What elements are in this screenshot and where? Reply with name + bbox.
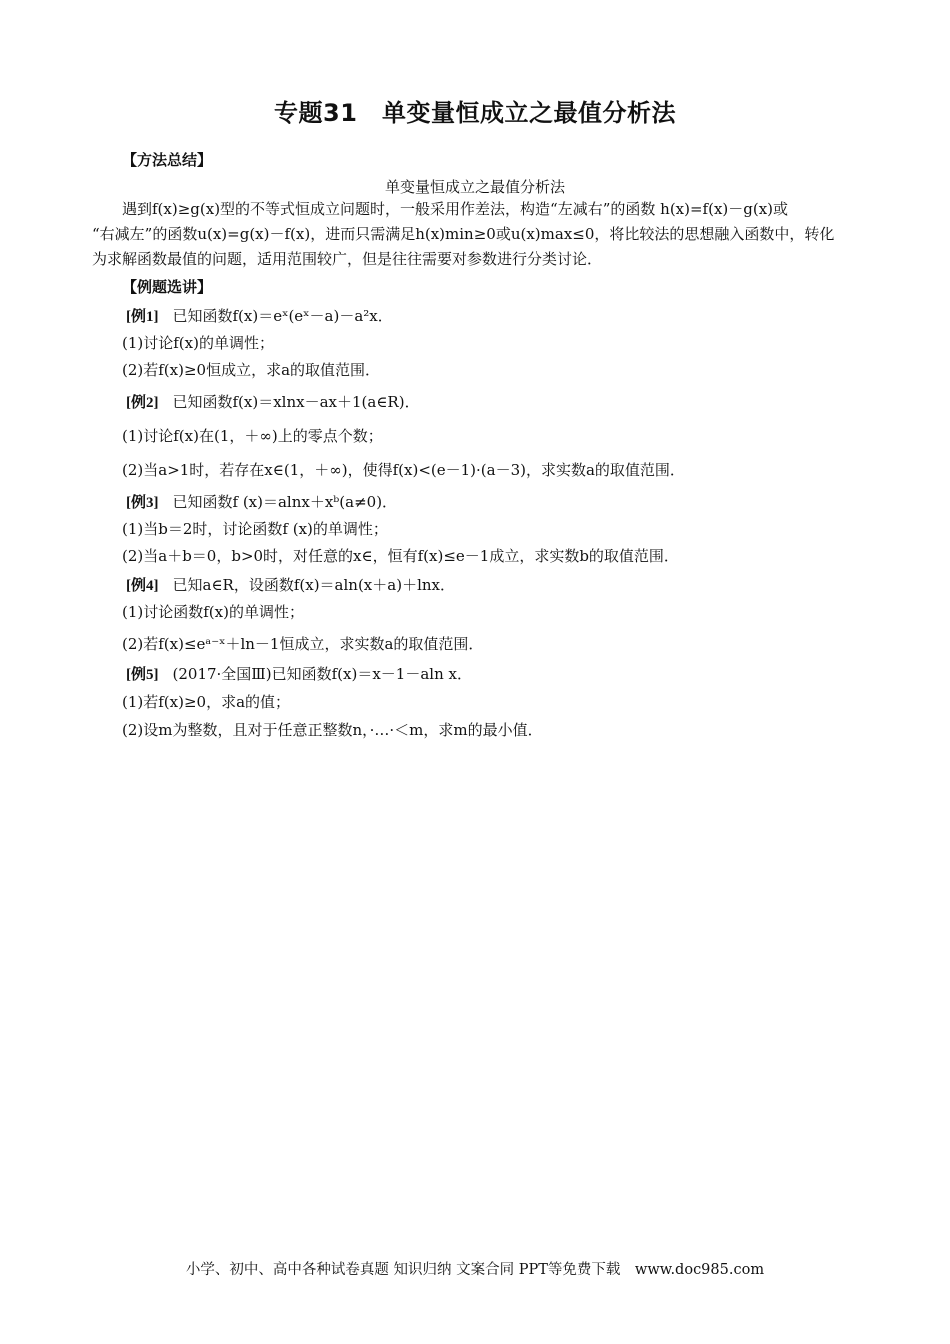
example-4-tag: [例4] — [126, 578, 159, 594]
example-3-stem: 已知函数f (x)＝alnx＋xᵇ(a≠0)． — [172, 493, 398, 511]
example-2 — [126, 391, 420, 412]
footer-text: 小学、初中、高中各种试卷真题 知识归纳 文案合同 PPT等免费下载 www.doc985.com — [185, 1262, 765, 1278]
example-2-part-2: (2)当a>1时，若存在x∈(1，＋∞)，使得f(x)<(e－1)·(a－3)，求实数a的取值范围． — [122, 461, 685, 479]
example-3-tag: [例3] — [126, 495, 159, 511]
example-4-stem: 已知a∈R，设函数f(x)＝aln(x＋a)＋lnx． — [172, 576, 455, 594]
example-1-stem: 已知函数f(x)＝eˣ(eˣ－a)－a²x． — [172, 307, 393, 325]
example-4-part-2: (2)若f(x)≤eᵃ⁻ˣ＋ln－1恒成立，求实数a的取值范围． — [122, 635, 484, 653]
example-5-tag: [例5] — [126, 667, 159, 683]
example-2-stem: 已知函数f(x)＝xlnx－ax＋1(a∈R)． — [172, 393, 420, 411]
example-5-part-1: (1)若f(x)≥0，求a的值； — [122, 693, 291, 711]
example-5 — [126, 663, 472, 684]
method-subtitle: 单变量恒成立之最值分析法 — [384, 178, 565, 196]
method-line-1: 遇到f(x)≥g(x)型的不等式恒成立问题时，一般采用作差法，构造“左减右”的函数 h(x)=f(x)－g(x)或 — [122, 200, 789, 218]
example-1 — [126, 305, 393, 326]
examples-heading: 【例题选讲】 — [122, 278, 213, 296]
method-line-2: “右减左”的函数u(x)=g(x)－f(x)，进而只需满足h(x)min≥0或u(x)max≤0，将比较法的思想融入函数中，转化 — [92, 225, 835, 243]
example-3-part-1: (1)当b＝2时，讨论函数f (x)的单调性； — [122, 520, 388, 538]
example-4-part-1: (1)讨论函数f(x)的单调性； — [122, 603, 304, 621]
example-3-part-2: (2)当a＋b＝0，b>0时，对任意的x∈，恒有f(x)≤e－1成立，求实数b的取值范围． — [122, 547, 679, 565]
example-2-part-1: (1)讨论f(x)在(1，＋∞)上的零点个数； — [122, 427, 383, 445]
example-3 — [126, 491, 397, 512]
method-heading: 【方法总结】 — [122, 151, 213, 169]
page-title: 专题31 单变量恒成立之最值分析法 — [274, 99, 676, 127]
example-5-stem: (2017·全国Ⅲ)已知函数f(x)＝x－1－aln x． — [172, 665, 472, 683]
example-5-part-2: (2)设m为整数，且对于任意正整数n，·…·＜m，求m的最小值． — [122, 721, 543, 739]
example-2-tag: [例2] — [126, 395, 159, 411]
method-line-3: 为求解函数最值的问题，适用范围较广，但是往往需要对参数进行分类讨论． — [92, 250, 603, 268]
example-1-tag: [例1] — [126, 309, 159, 325]
example-1-part-1: (1)讨论f(x)的单调性； — [122, 334, 274, 352]
example-4 — [126, 574, 455, 595]
example-1-part-2: (2)若f(x)≥0恒成立，求a的取值范围． — [122, 361, 381, 379]
